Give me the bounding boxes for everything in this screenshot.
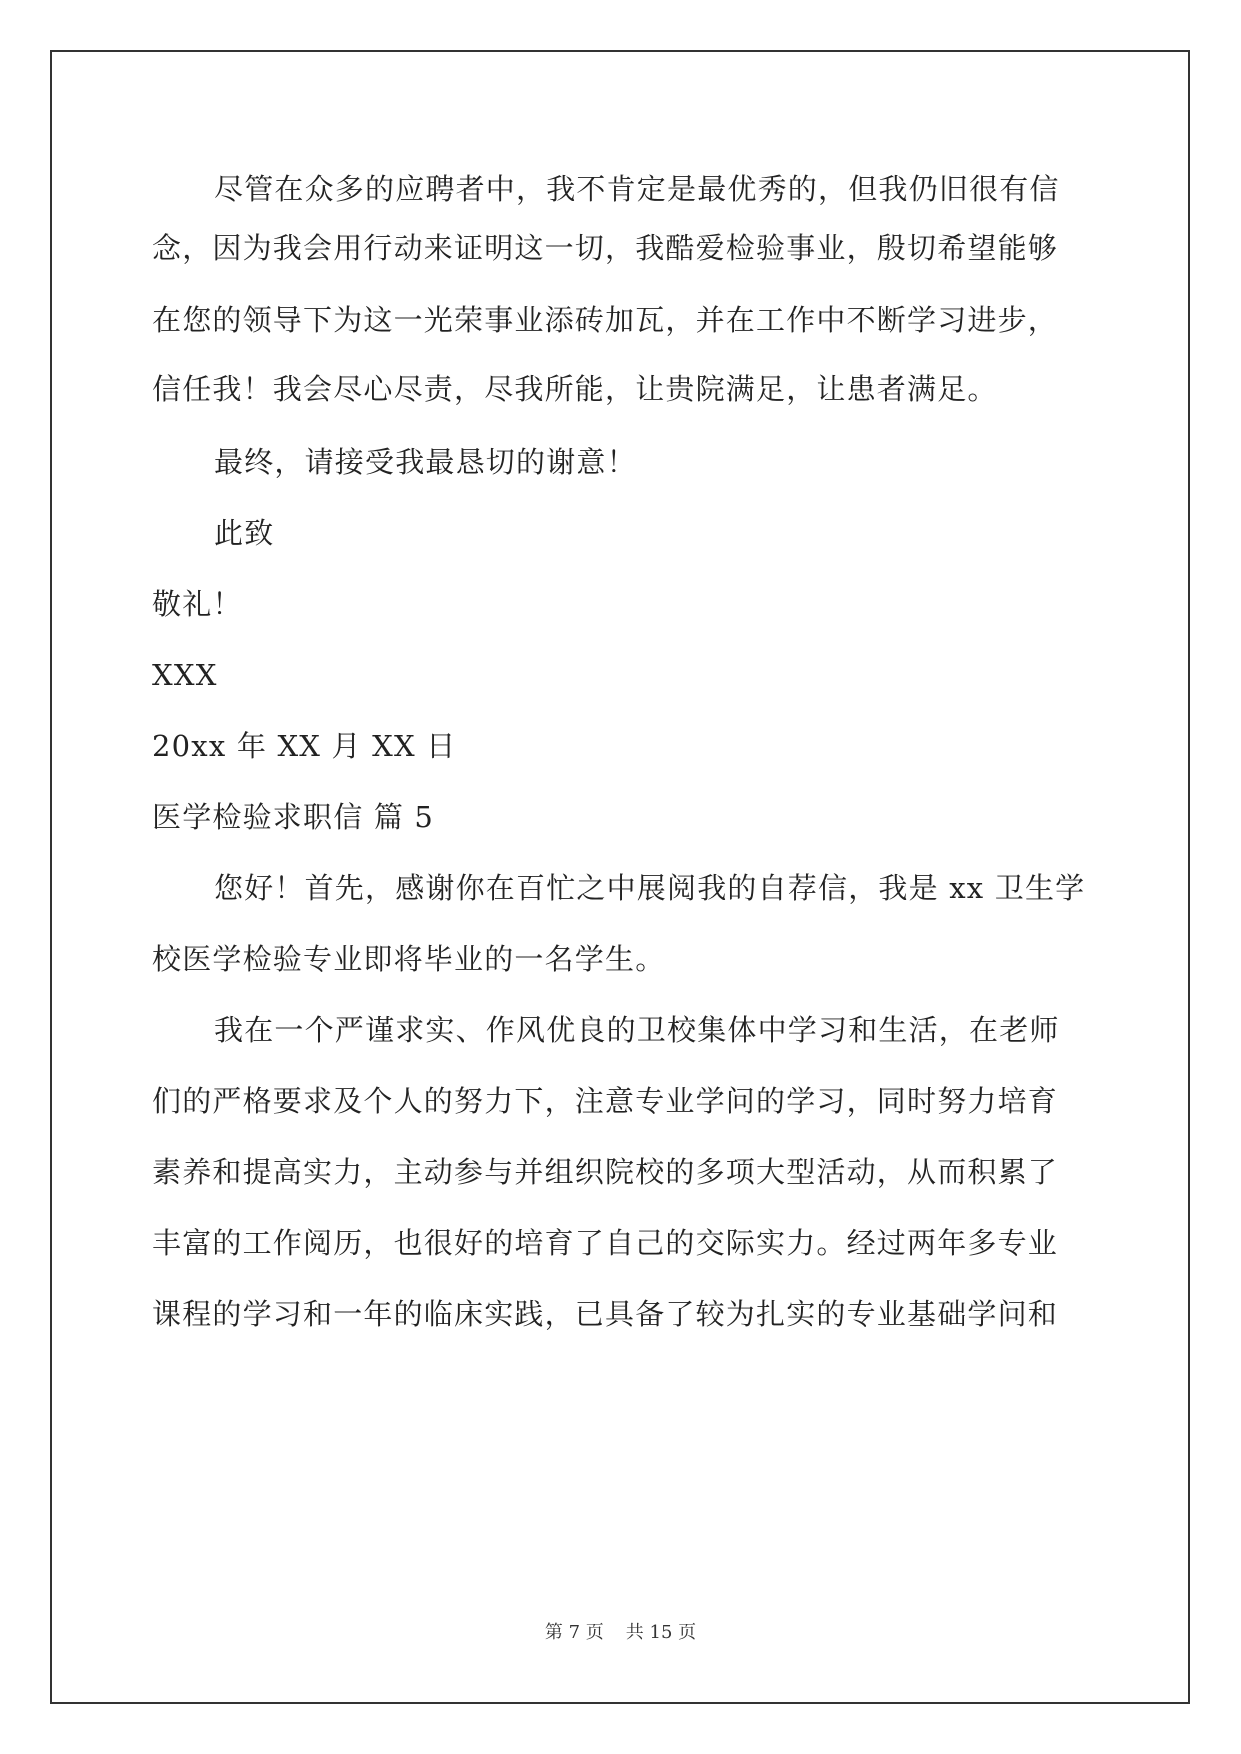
paragraph-line: 课程的学习和一年的临床实践，已具备了较为扎实的专业基础学问和	[152, 1297, 1059, 1331]
paragraph-line: 您好！首先，感谢你在百忙之中展阅我的自荐信，我是 xx 卫生学	[214, 871, 1086, 905]
closing-salutation: 此致	[214, 516, 275, 550]
closing-regards: 敬礼！	[152, 587, 243, 621]
page-number: 第 7 页	[544, 1622, 604, 1643]
signature-name: XXX	[152, 658, 218, 692]
paragraph-line: 丰富的工作阅历，也很好的培育了自己的交际实力。经过两年多专业	[152, 1226, 1059, 1260]
paragraph-line: 素养和提高实力，主动参与并组织院校的多项大型活动，从而积累了	[152, 1155, 1059, 1189]
paragraph-line: 最终，请接受我最恳切的谢意！	[214, 445, 637, 479]
letter-date: 20xx 年 XX 月 XX 日	[152, 729, 457, 763]
page-count: 共 15 页	[625, 1622, 697, 1643]
paragraph-line: 们的严格要求及个人的努力下，注意专业学问的学习，同时努力培育	[152, 1084, 1059, 1118]
paragraph-line: 念，因为我会用行动来证明这一切，我酷爱检验事业，殷切希望能够	[152, 231, 1059, 265]
section-heading: 医学检验求职信 篇 5	[152, 800, 435, 834]
paragraph-line: 校医学检验专业即将毕业的一名学生。	[152, 942, 666, 976]
paragraph-line: 信任我！我会尽心尽责，尽我所能，让贵院满足，让患者满足。	[152, 372, 998, 406]
page-footer	[0, 1621, 1241, 1645]
paragraph-line: 尽管在众多的应聘者中，我不肯定是最优秀的，但我仍旧很有信	[214, 172, 1060, 206]
paragraph-line: 我在一个严谨求实、作风优良的卫校集体中学习和生活，在老师	[214, 1013, 1060, 1047]
paragraph-line: 在您的领导下为这一光荣事业添砖加瓦，并在工作中不断学习进步，	[152, 303, 1059, 337]
